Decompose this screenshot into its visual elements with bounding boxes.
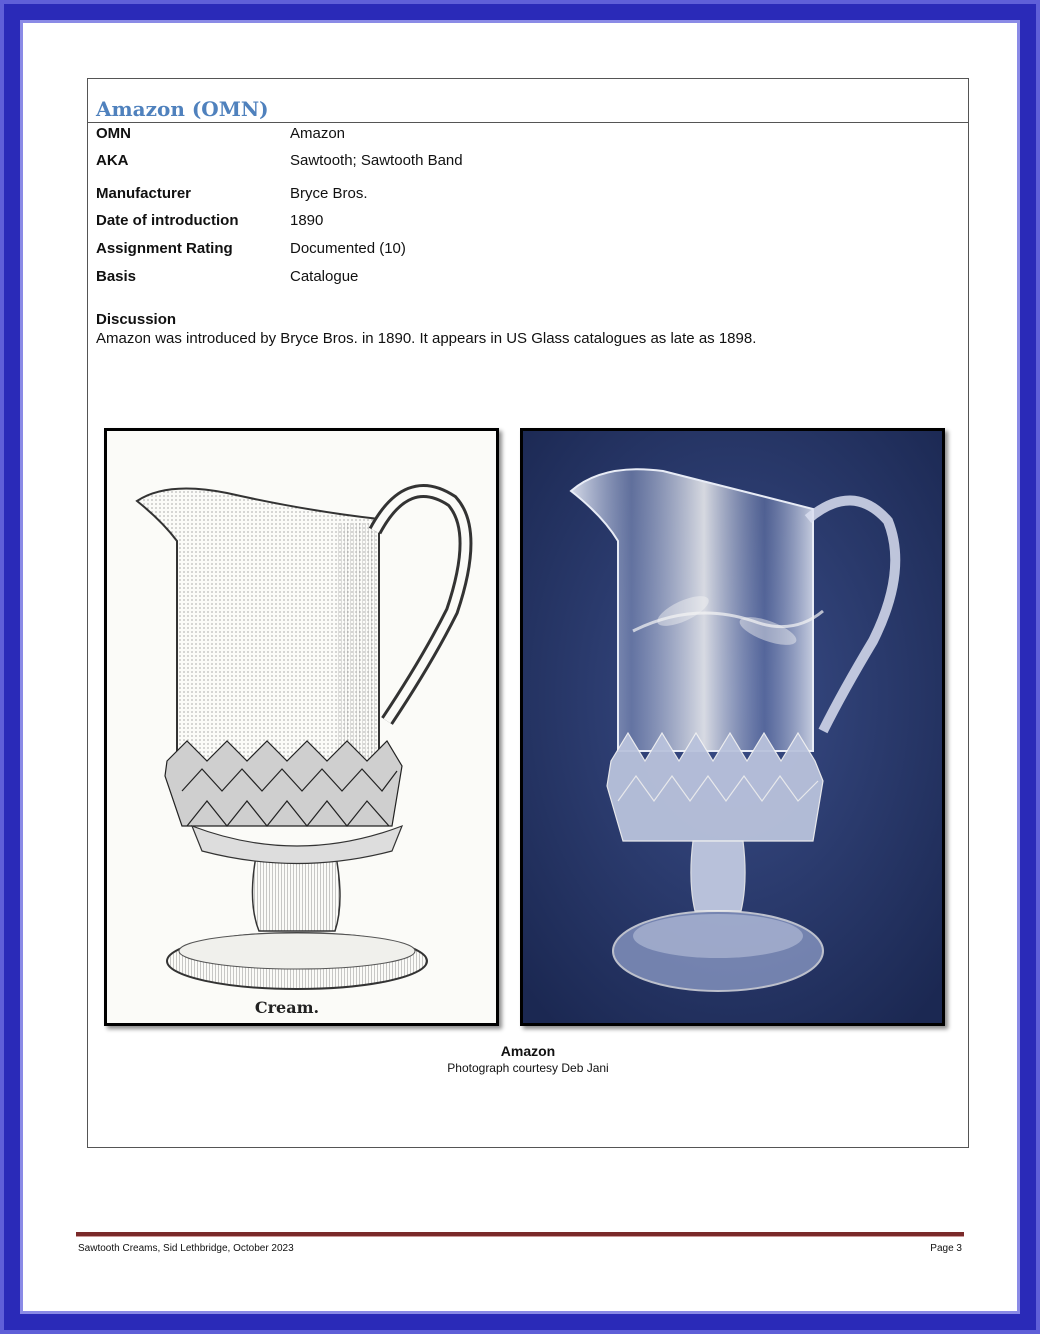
detail-label: Date of introduction	[96, 212, 239, 229]
figure-caption-title: Amazon	[500, 1043, 556, 1059]
detail-label: Manufacturer	[96, 185, 192, 202]
detail-value: Amazon	[290, 125, 346, 142]
footer-page-number: Page 3	[930, 1243, 962, 1254]
engraving-label: Cream.	[254, 998, 320, 1017]
figure-caption-credit: Photograph courtesy Deb Jani	[447, 1061, 609, 1075]
content-box	[87, 78, 969, 1148]
detail-value: Catalogue	[290, 268, 359, 285]
detail-value: Bryce Bros.	[290, 185, 368, 202]
footer-rule	[76, 1232, 964, 1236]
title-rule	[88, 122, 968, 123]
catalogue-engraving-image	[104, 428, 499, 1026]
detail-value: 1890	[290, 212, 324, 229]
discussion-heading: Discussion	[96, 311, 177, 328]
photograph-image	[520, 428, 945, 1026]
detail-label: Assignment Rating	[96, 240, 233, 257]
detail-label: OMN	[96, 125, 131, 142]
detail-value: Sawtooth; Sawtooth Band	[290, 152, 463, 169]
detail-value: Documented (10)	[290, 240, 406, 257]
discussion-text: Amazon was introduced by Bryce Bros. in 1890. It appears in US Glass catalogues as late as 1898.	[96, 330, 757, 347]
section-title: Amazon (OMN)	[96, 97, 269, 121]
detail-label: AKA	[96, 152, 129, 169]
footer-document-info: Sawtooth Creams, Sid Lethbridge, October 2023	[78, 1243, 294, 1254]
detail-label: Basis	[96, 268, 137, 285]
